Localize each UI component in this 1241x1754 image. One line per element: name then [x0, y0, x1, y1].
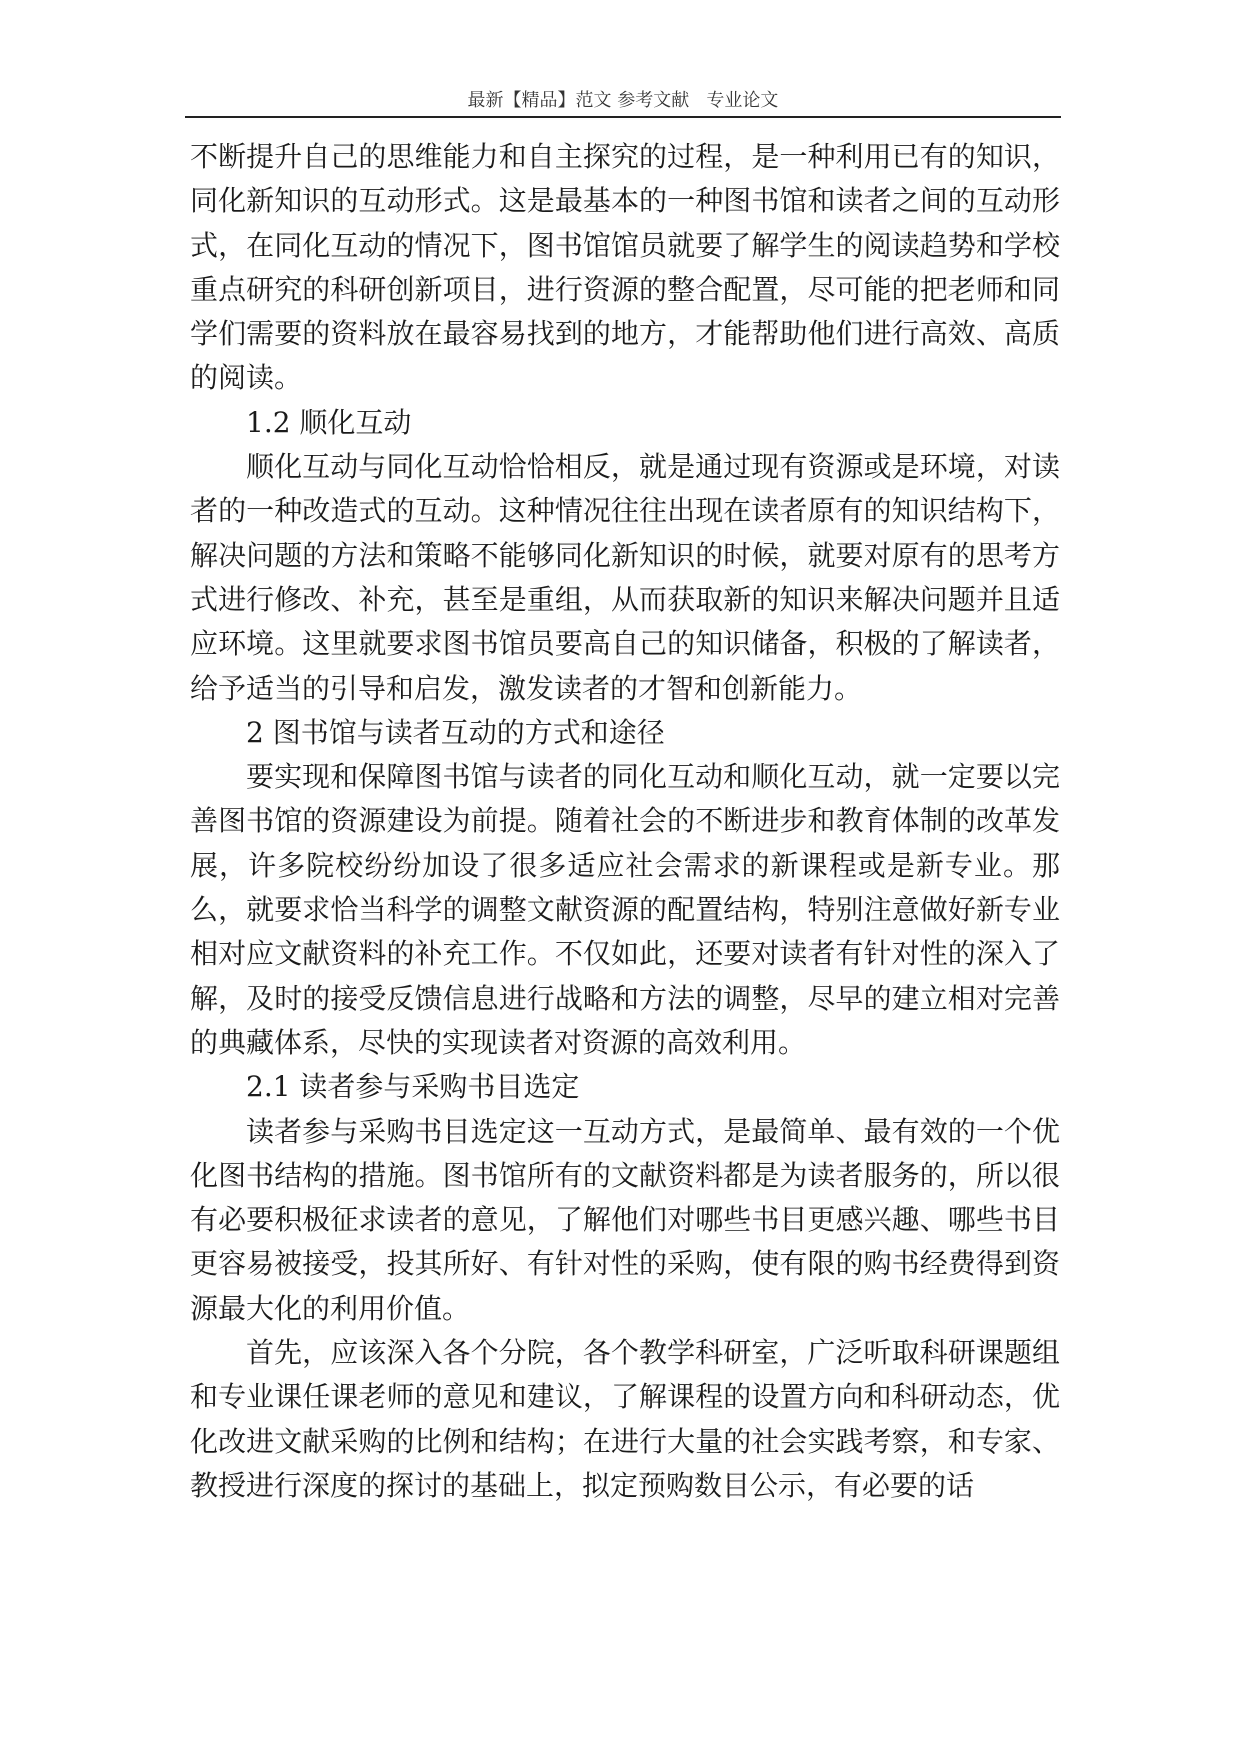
- paragraph: 首先，应该深入各个分院，各个教学科研室，广泛听取科研课题组和专业课任课老师的意见和建议，了解课程的设置方向和科研动态，优化改进文献采购的比例和结构；在进行大量的社会实践考察，和专家、教授进行深度的探讨的基础上，拟定预购数目公示，有必要的话: [190, 1336, 1060, 1502]
- paragraph: 要实现和保障图书馆与读者的同化互动和顺化互动，就一定要以完善图书馆的资源建设为前提。随着社会的不断进步和教育体制的改革发展，许多院校纷纷加设了很多适应社会需求的新课程或是新专业。那么，就要求恰当科学的调整文献资源的配置结构，特别注意做好新专业相对应文献资料的补充工作。不仅如此，还要对读者有针对性的深入了解，及时的接受反馈信息进行战略和方法的调整，尽早的建立相对完善的典藏体系，尽快的实现读者对资源的高效利用。: [190, 760, 1060, 1059]
- paragraph: 不断提升自己的思维能力和自主探究的过程，是一种利用已有的知识，同化新知识的互动形式。这是最基本的一种图书馆和读者之间的互动形式，在同化互动的情况下，图书馆馆员就要了解学生的阅读趋势和学校重点研究的科研创新项目，进行资源的整合配置，尽可能的把老师和同学们需要的资料放在最容易找到的地方，才能帮助他们进行高效、高质的阅读。: [190, 140, 1060, 395]
- body-text: [190, 135, 1060, 1508]
- section-heading: 1.2 顺化互动: [246, 405, 412, 439]
- header-rule: [185, 116, 1061, 118]
- paragraph: 顺化互动与同化互动恰恰相反，就是通过现有资源或是环境，对读者的一种改造式的互动。这种情况往往出现在读者原有的知识结构下，解决问题的方法和策略不能够同化新知识的时候，就要对原有的思考方式进行修改、补充，甚至是重组，从而获取新的知识来解决问题并且适应环境。这里就要求图书馆员要高自己的知识储备，积极的了解读者，给予适当的引导和启发，激发读者的才智和创新能力。: [190, 450, 1060, 705]
- section-heading: 2 图书馆与读者互动的方式和途径: [246, 715, 665, 749]
- page-header: 最新【精品】范文 参考文献 专业论文: [467, 90, 779, 111]
- section-heading: 2.1 读者参与采购书目选定: [246, 1070, 580, 1104]
- paragraph: 读者参与采购书目选定这一互动方式，是最简单、最有效的一个优化图书结构的措施。图书馆所有的文献资料都是为读者服务的，所以很有必要积极征求读者的意见，了解他们对哪些书目更感兴趣、哪些书目更容易被接受，投其所好、有针对性的采购，使有限的购书经费得到资源最大化的利用价值。: [190, 1114, 1060, 1325]
